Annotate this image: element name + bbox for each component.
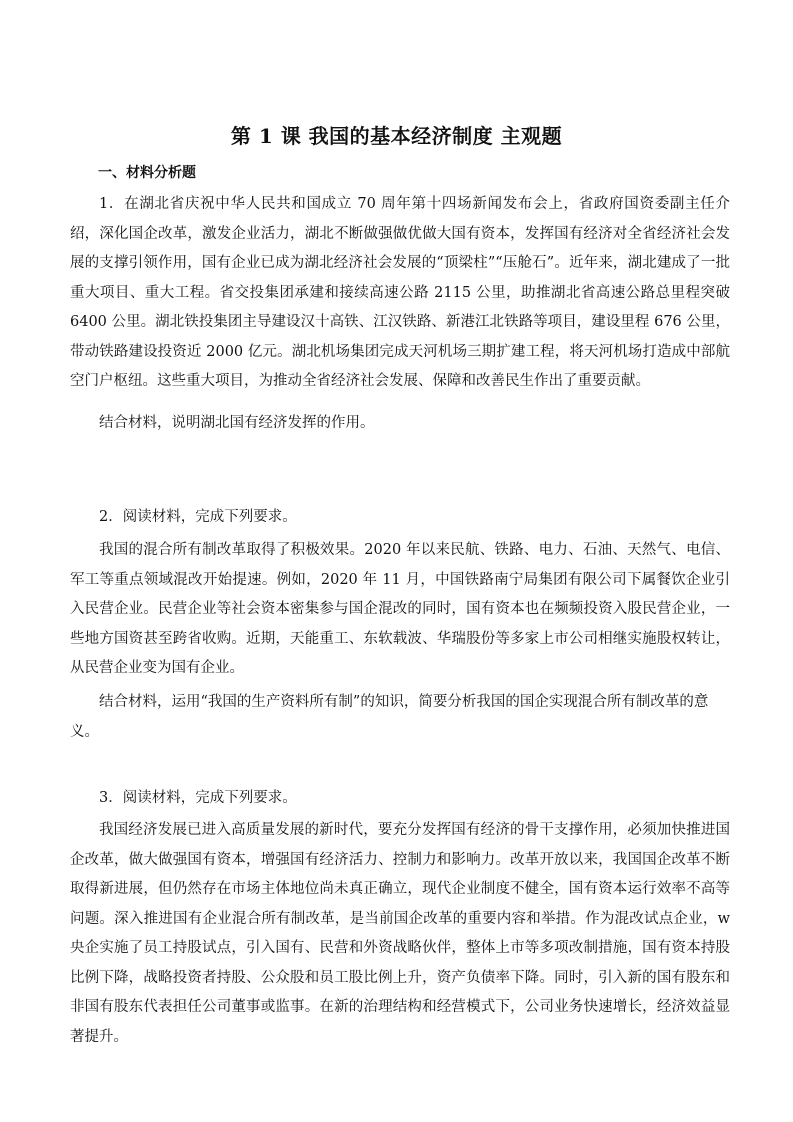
document-title: 第 1 课 我国的基本经济制度 主观题 bbox=[230, 124, 563, 148]
question-2-intro: 2．阅读材料，完成下列要求。 bbox=[99, 509, 297, 525]
question-3-intro: 3．阅读材料，完成下列要求。 bbox=[99, 790, 297, 806]
question-1-prompt: 结合材料，说明湖北国有经济发挥的作用。 bbox=[99, 415, 375, 431]
question-3-material: 我国经济发展已进入高质量发展的新时代，要充分发挥国有经济的骨干支撑作用，必须加快推进国企改革，做大做强国有资本，增强国有经济活力、控制力和影响力。改革开放以来，我国国企改革不断取得新进展，但仍然存在市场主体地位尚未真正确立，现代企业制度不健全，国有资本运行效率不高等问题。深入推进国有企业混合所有制改革，是当前国企改革的重要内容和举措。作为混改试点企业，w 央企实施了员工持股试点，引入国有、民营和外资战略伙伴，整体上市等多项改制措施，国有资本持股比例下降，战略投资者持股、公众股和员工股比例上升，资产负债率下降。同时，引入新的国有股东和非国有股东代表担任公司董事或监事。在新的治理结构和经营模式下，公司业务快速增长，经济效益显著提升。 bbox=[70, 822, 730, 1045]
section-heading: 一、材料分析题 bbox=[98, 165, 196, 181]
question-2-material: 我国的混合所有制改革取得了积极效果。2020 年以来民航、铁路、电力、石油、天然气、电信、军工等重点领域混改开始提速。例如，2020 年 11 月，中国铁路南宁局集团有限公司下属餐饮企业引入民营企业。民营企业等社会资本密集参与国企混改的同时，国有资本也在频频投资入股民营企业，一些地方国资甚至跨省收购。近期，天能重工、东软载波、华瑞股份等多家上市公司相继实施股权转让，从民营企业变为国有企业。 bbox=[70, 542, 730, 676]
question-1-material: 1．在湖北省庆祝中华人民共和国成立 70 周年第十四场新闻发布会上，省政府国资委副主任介绍，深化国企改革，激发企业活力，湖北不断做强做优做大国有资本，发挥国有经济对全省经济社会发展的支撑引领作用，国有企业已成为湖北经济社会发展的“顶梁柱”“压舱石”。近年来，湖北建成了一批重大项目、重大工程。省交投集团承建和接续高速公路 2115 公里，助推湖北省高速公路总里程突破 6400 公里。湖北铁投集团主导建设汉十高铁、江汉铁路、新港江北铁路等项目，建设里程 676 公里，带动铁路建设投资近 2000 亿元。湖北机场集团完成天河机场三期扩建工程，将天河机场打造成中部航空门户枢纽。这些重大项目，为推动全省经济社会发展、保障和改善民生作出了重要贡献。 bbox=[70, 196, 730, 389]
question-2-prompt: 结合材料，运用“我国的生产资料所有制”的知识，简要分析我国的国企实现混合所有制改革的意义。 bbox=[70, 694, 709, 740]
